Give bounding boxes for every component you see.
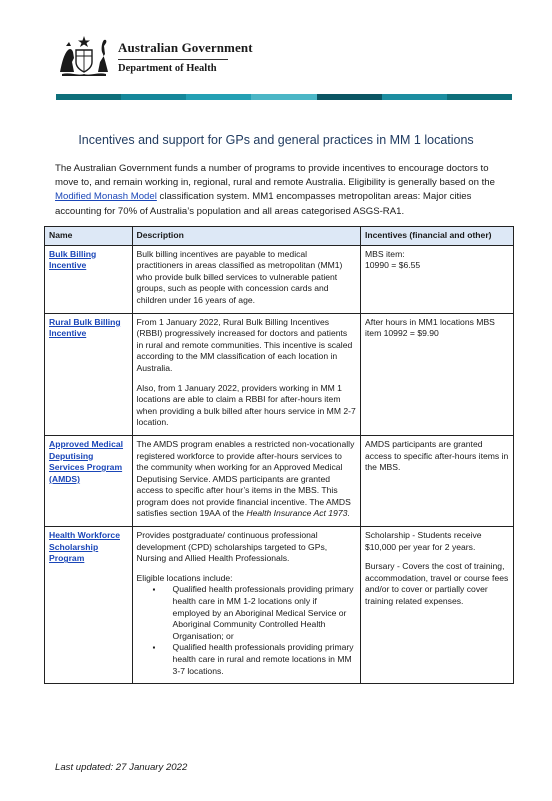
list-item: ▪ Qualified health professionals providing primary health care in rural and remote locations in MM 3-7 locations. [137, 642, 356, 677]
last-updated: Last updated: 27 January 2022 [55, 762, 188, 773]
row-incentive: 10990 = $6.55 [365, 260, 421, 271]
modified-monash-model-link[interactable]: Modified Monash Model [55, 191, 157, 203]
row-incentive: Scholarship - Students receive $10,000 per year for 2 years. [365, 530, 482, 552]
intro-text-b: classification system. MM1 encompasses metropolitan areas: Major cities accounting for 70% of Australia’s population and all areas categorised ASGS-RA1. [55, 191, 472, 217]
act-title: Health Insurance Act 1973 [246, 508, 348, 519]
row-description: Provides postgraduate/ continuous professional development (CPD) scholarships targeted to GPs, Nursing and Allied Health Professionals. [136, 530, 328, 564]
eligible-list [137, 584, 356, 677]
row-description [137, 439, 356, 520]
stripe-segment [121, 94, 186, 100]
list-item: ▪ Qualified health professionals providing primary health care in MM 1-2 locations only if employed by an Aboriginal Medical Service or Aboriginal Community Controlled Health Organisation; or [137, 584, 356, 642]
stripe-segment [56, 94, 121, 100]
table-header-row [45, 227, 514, 246]
health-workforce-scholarship-link[interactable]: Health Workforce Scholarship Program [49, 530, 120, 564]
column-header-incentives: Incentives (financial and other) [361, 227, 514, 246]
coat-of-arms-icon [56, 32, 112, 78]
header [56, 32, 356, 78]
row-incentive: After hours in MM1 locations MBS item 10992 = $9.90 [365, 316, 495, 339]
department-name: Department of Health [118, 63, 217, 74]
desc-end: . [347, 508, 350, 519]
rural-bulk-billing-incentive-link[interactable]: Rural Bulk Billing Incentive [49, 316, 121, 339]
row-incentive: AMDS participants are granted access to specific after-hours items in the MBS. [365, 438, 509, 473]
desc-main: The AMDS program enables a restricted non-vocationally registered workforce to provide after-hours services to the community when working for an Approved Medical Deputising Service. AMDS participants are granted access to specific after hour’s items in the MBS. This program does not provide financial incentive. The AMDS satisfies section 19AA of the [136, 438, 355, 519]
table-row [45, 313, 514, 435]
stripe-segment [186, 94, 251, 100]
government-name: Australian Government [118, 40, 253, 55]
row-description: Bulk billing incentives are payable to medical practitioners in areas classified as metropolitan (MM1) who provide bulk billed services to vulnerable patient groups, such as people with concession cards and children under 16 years of age. [136, 248, 343, 305]
bulk-billing-incentive-link[interactable]: Bulk Billing Incentive [49, 248, 97, 271]
intro-text-a: The Australian Government funds a number of programs to provide incentives to encourage doctors to move to, and remain working in, regional, rural and remote Australia. Eligibility is generally based on the [55, 163, 495, 189]
row-incentive: MBS item: [365, 248, 405, 259]
incentives-table [44, 226, 514, 684]
row-incentive: Bursary - Covers the cost of training, accommodation, travel or course fees and/or to cover or partially cover training related expenses. [365, 561, 509, 607]
stripe-segment [447, 94, 512, 100]
table-row [45, 435, 514, 526]
table-row [45, 527, 514, 684]
intro-paragraph [55, 162, 511, 219]
column-header-name: Name [45, 227, 133, 246]
stripe-segment [317, 94, 382, 100]
color-stripe [56, 94, 512, 100]
row-description: Also, from 1 January 2022, providers working in MM 1 locations are able to claim a RBBI for after-hours item when providing a bulk billed after hours service in MM 2-7 location. [136, 382, 356, 428]
stripe-segment [382, 94, 447, 100]
column-header-description: Description [132, 227, 360, 246]
eligible-label: Eligible locations include: [136, 572, 233, 583]
page-title: Incentives and support for GPs and general practices in MM 1 locations [78, 133, 474, 147]
table-row [45, 245, 514, 313]
header-rule [118, 59, 228, 60]
stripe-segment [251, 94, 316, 100]
amds-program-link[interactable]: Approved Medical Deputising Services Program (AMDS) [49, 438, 124, 484]
row-description: From 1 January 2022, Rural Bulk Billing Incentives (RBBI) progressively increased for doctors and patients in rural and remote communities. This incentive is scaled according to the MM classification of each location in Australia. [136, 316, 353, 373]
